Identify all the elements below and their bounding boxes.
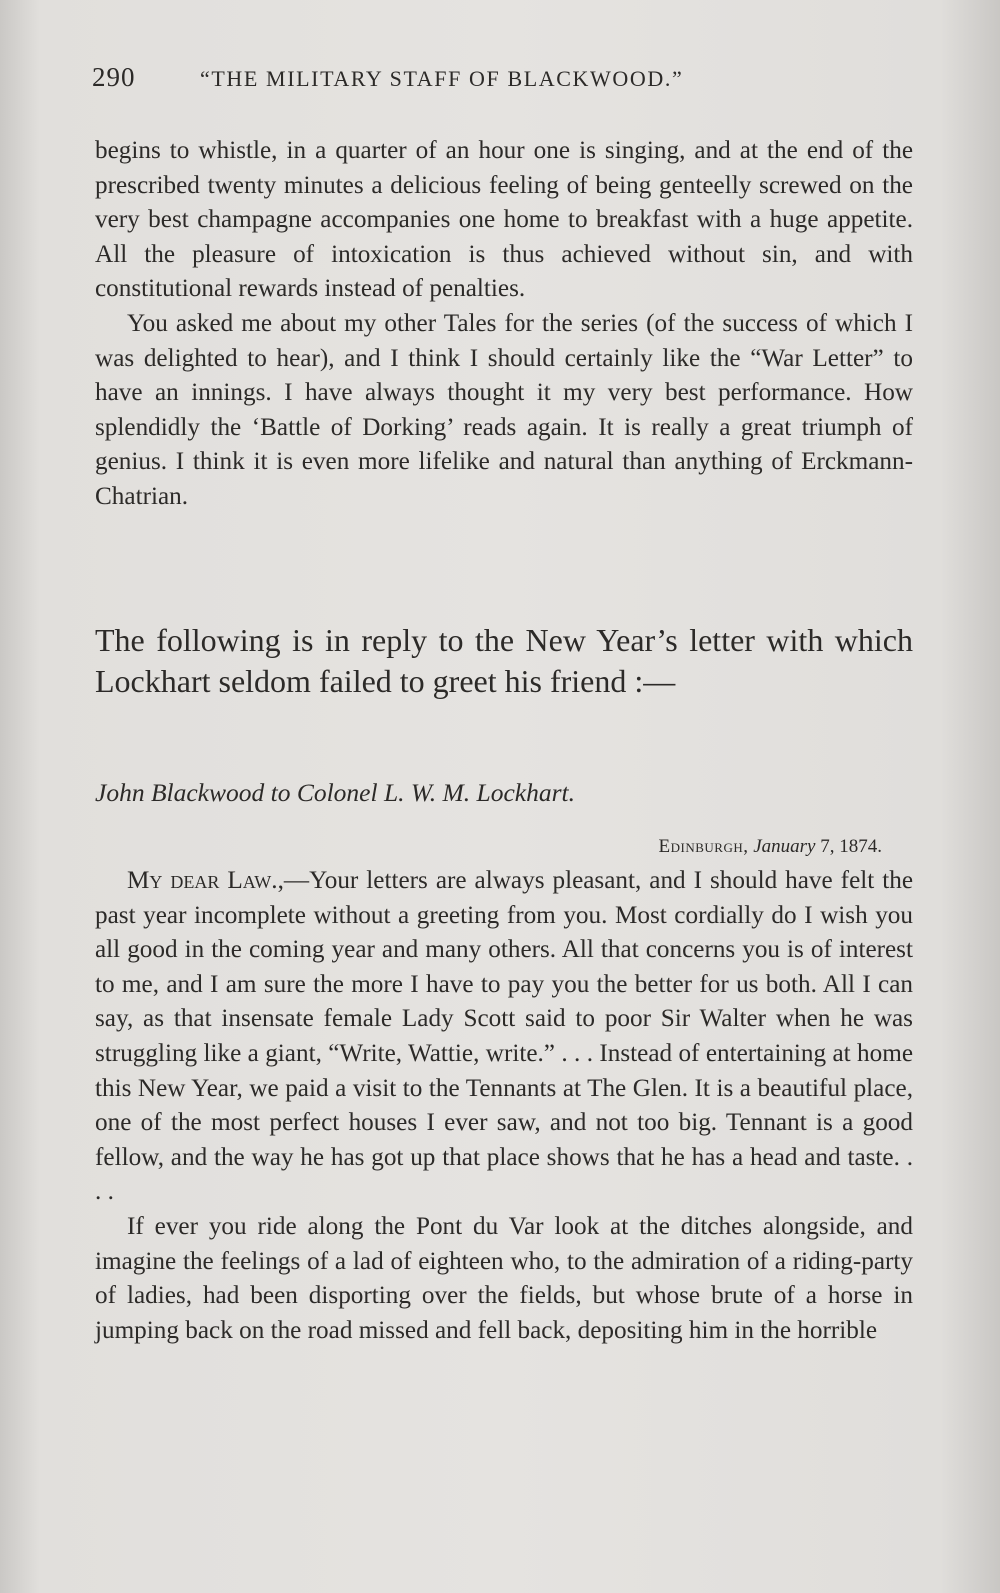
text-block-top — [95, 134, 913, 515]
paragraph-other-tales: You asked me about my other Tales for the series (of the success of which I was delighted to hear), and I think I should certainly like the “War Letter” to have an innings. I have always thought it my very best performance. How splendidly the ‘Battle of Dorking’ reads again. It is really a great triumph of genius. I think it is even more lifelike and natural than anything of Erckmann-Chatrian. — [95, 309, 913, 510]
running-title: “THE MILITARY STAFF OF BLACKWOOD.” — [200, 66, 684, 91]
letter-body — [95, 864, 913, 1348]
editorial-intro: The following is in reply to the New Year’s letter with which Lockhart seldom failed to greet his friend :— — [95, 622, 913, 699]
dateline-month: January — [753, 836, 816, 857]
letter-paragraph-2: If ever you ride along the Pont du Var look at the ditches alongside, and imagine the feelings of a lad of eighteen who, to the admiration of a riding-party of ladies, had been disporting over the fields, but whose brute of a horse in jumping back on the road missed and fell back, depositing him in the horrible — [95, 1212, 913, 1344]
letter-salutation: My dear Law., — [127, 867, 284, 894]
page-number: 290 — [92, 62, 136, 92]
dateline-day-year: 7, 1874. — [820, 836, 882, 857]
dateline-place: Edinburgh, — [658, 836, 749, 857]
letter-paragraph-1 — [95, 864, 913, 1210]
paragraph-continuation: begins to whistle, in a quarter of an hour one is singing, and at the end of the prescribed twenty minutes a delicious feeling of being genteelly screwed on the very best champagne accompanies one home to breakfast with a huge appetite. All the pleasure of intoxication is thus achieved without sin, and with constitutional rewards instead of penalties. — [95, 137, 913, 303]
page-header — [92, 62, 912, 102]
letter-paragraph-1-text: —Your letters are always pleasant, and I should have felt the past year incomplete without a greeting from you. Most cordially do I wish you all good in the coming year and many others. All that concerns you is of interest to me, and I am sure the more I have to pay you the better for us both. All I can say, as that insensate female Lady Scott said to poor Sir Walter when he was struggling like a giant, “Write, Wattie, write.” . . . Instead of entertaining at home this New Year, we paid a visit to the Tennants at The Glen. It is a beautiful place, one of the most perfect houses I ever saw, and not too big. Tennant is a good fellow, and the way he has got up that place shows that he has a head and taste. . . . — [95, 867, 913, 1206]
letter-heading: John Blackwood to Colonel L. W. M. Lockhart. — [95, 778, 575, 807]
letter-dateline — [659, 836, 882, 858]
